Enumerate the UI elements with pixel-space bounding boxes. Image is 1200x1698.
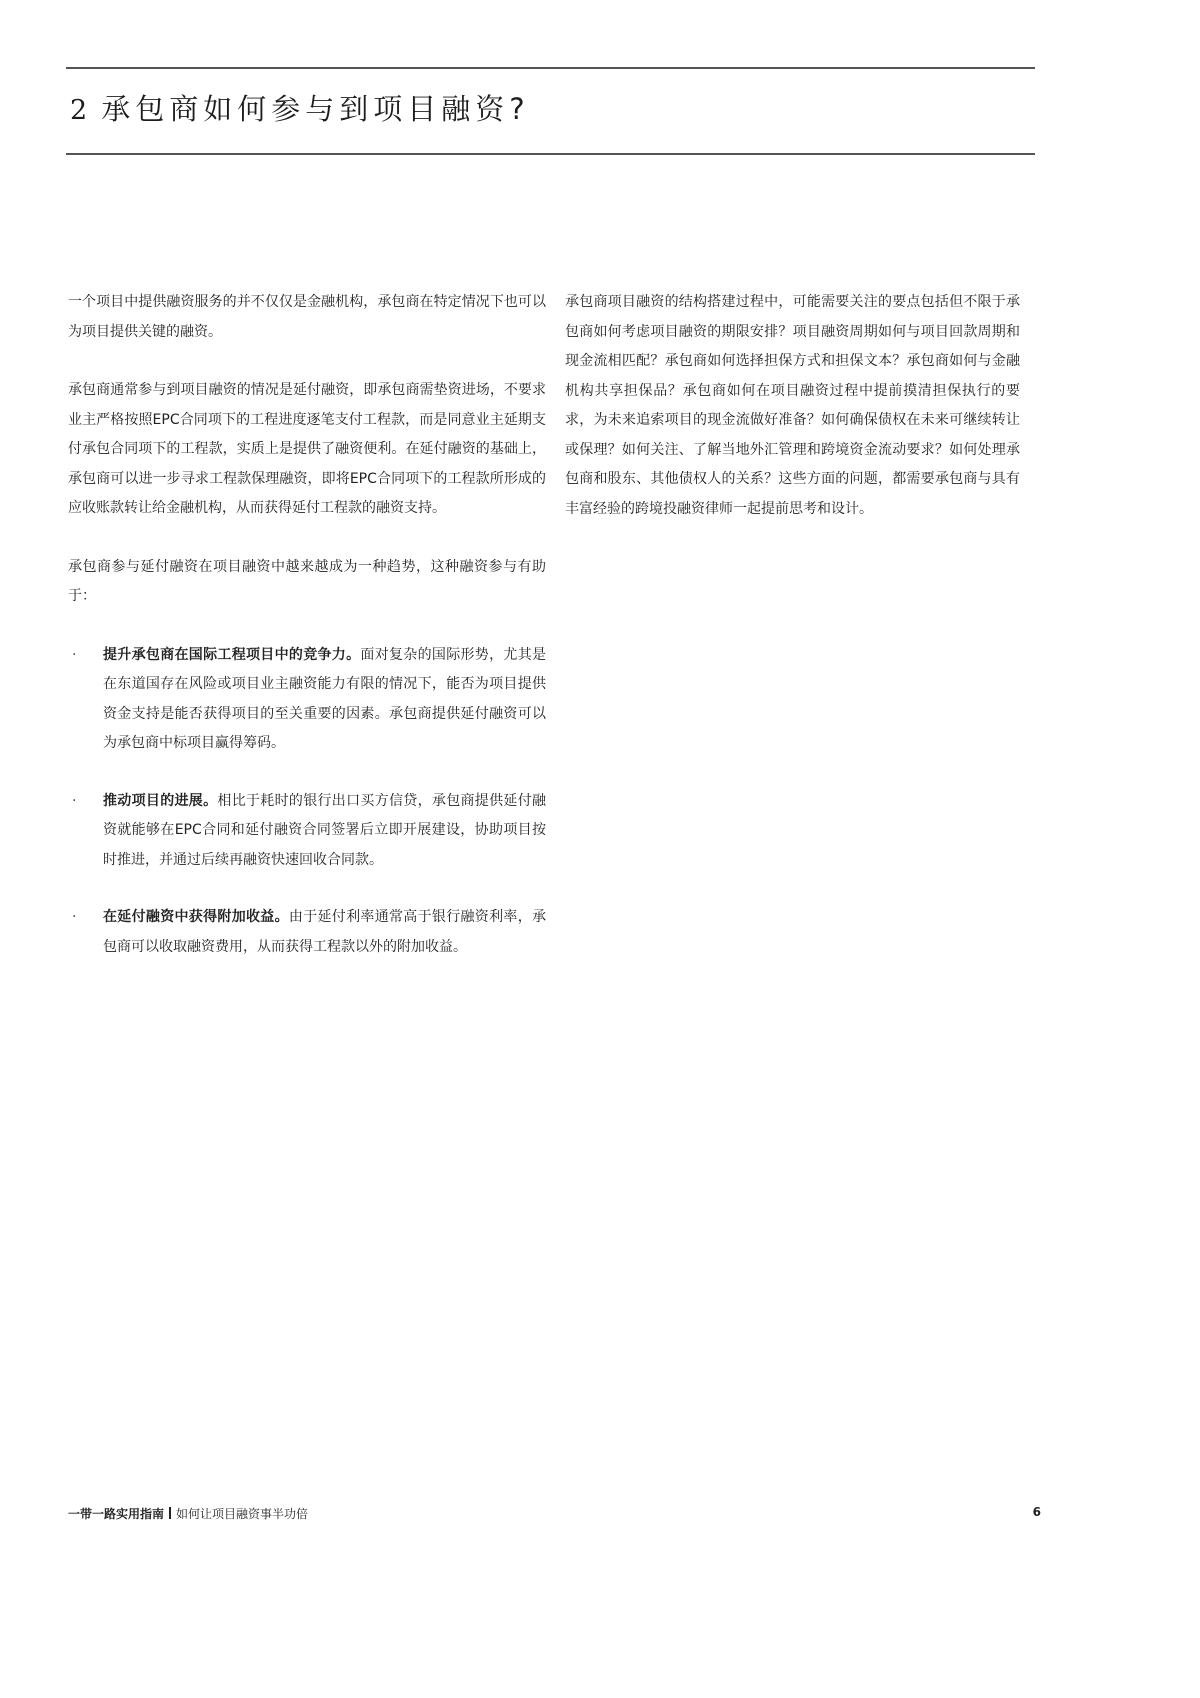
page-footer xyxy=(68,1505,308,1522)
list-item xyxy=(68,787,546,876)
right-column xyxy=(565,288,1020,553)
bullet-lead: 在延付融资中获得附加收益。 xyxy=(103,909,289,925)
footer-guide-title: 一带一路实用指南 xyxy=(68,1507,165,1521)
bullet-marker: · xyxy=(72,646,77,663)
bottom-rule xyxy=(66,153,1035,155)
benefit-list xyxy=(68,641,546,963)
left-paragraph-1: 一个项目中提供融资服务的并不仅仅是金融机构，承包商在特定情况下也可以为项目提供关键的融资。 xyxy=(68,294,546,340)
left-column xyxy=(68,288,546,990)
footer-separator xyxy=(169,1507,171,1519)
page-number: 6 xyxy=(1032,1505,1041,1519)
list-item xyxy=(68,903,546,962)
bullet-text: 相比于耗时的银行出口买方信贷，承包商提供延付融资就能够在EPC合同和延付融资合同签署后立即开展建设，协助项目按时推进，并通过后续再融资快速回收合同款。 xyxy=(103,792,547,868)
bullet-lead: 提升承包商在国际工程项目中的竞争力。 xyxy=(103,646,361,663)
footer-subtitle: 如何让项目融资事半功倍 xyxy=(176,1507,309,1521)
section-title xyxy=(70,86,530,132)
left-paragraph-3: 承包商参与延付融资在项目融资中越来越成为一种趋势，这种融资参与有助于： xyxy=(68,558,546,604)
top-rule xyxy=(66,67,1035,69)
bullet-marker: · xyxy=(72,909,77,925)
list-item xyxy=(68,641,546,759)
section-title-text: 承包商如何参与到项目融资? xyxy=(101,92,530,126)
bullet-marker: · xyxy=(72,792,77,809)
section-number: 2 xyxy=(70,95,88,126)
bullet-lead: 推动项目的进展。 xyxy=(103,792,218,809)
left-paragraph-2: 承包商通常参与到项目融资的情况是延付融资，即承包商需垫资进场，不要求业主严格按照EPC合同项下的工程进度逐笔支付工程款，而是同意业主延期支付承包合同项下的工程款，实质上是提供了融资便利。在延付融资的基础上，承包商可以进一步寻求工程款保理融资，即将EPC合同项下的工程款所形成的应收账款转让给金融机构，从而获得延付工程款的融资支持。 xyxy=(68,382,546,516)
bullet-text: 由于延付利率通常高于银行融资利率，承包商可以收取融资费用，从而获得工程款以外的附加收益。 xyxy=(103,909,547,955)
bullet-text: 面对复杂的国际形势，尤其是在东道国存在风险或项目业主融资能力有限的情况下，能否为项目提供资金支持是能否获得项目的至关重要的因素。承包商提供延付融资可以为承包商中标项目赢得筹码。 xyxy=(103,646,547,751)
right-paragraph-1: 承包商项目融资的结构搭建过程中，可能需要关注的要点包括但不限于承包商如何考虑项目融资的期限安排？项目融资周期如何与项目回款周期和现金流相匹配？承包商如何选择担保方式和担保文本？承包商如何与金融机构共享担保品？承包商如何在项目融资过程中提前摸清担保执行的要求，为未来追索项目的现金流做好准备？如何确保债权在未来可继续转让或保理？如何关注、了解当地外汇管理和跨境资金流动要求？如何处理承包商和股东、其他债权人的关系？这些方面的问题，都需要承包商与具有丰富经验的跨境投融资律师一起提前思考和设计。 xyxy=(565,294,1020,517)
